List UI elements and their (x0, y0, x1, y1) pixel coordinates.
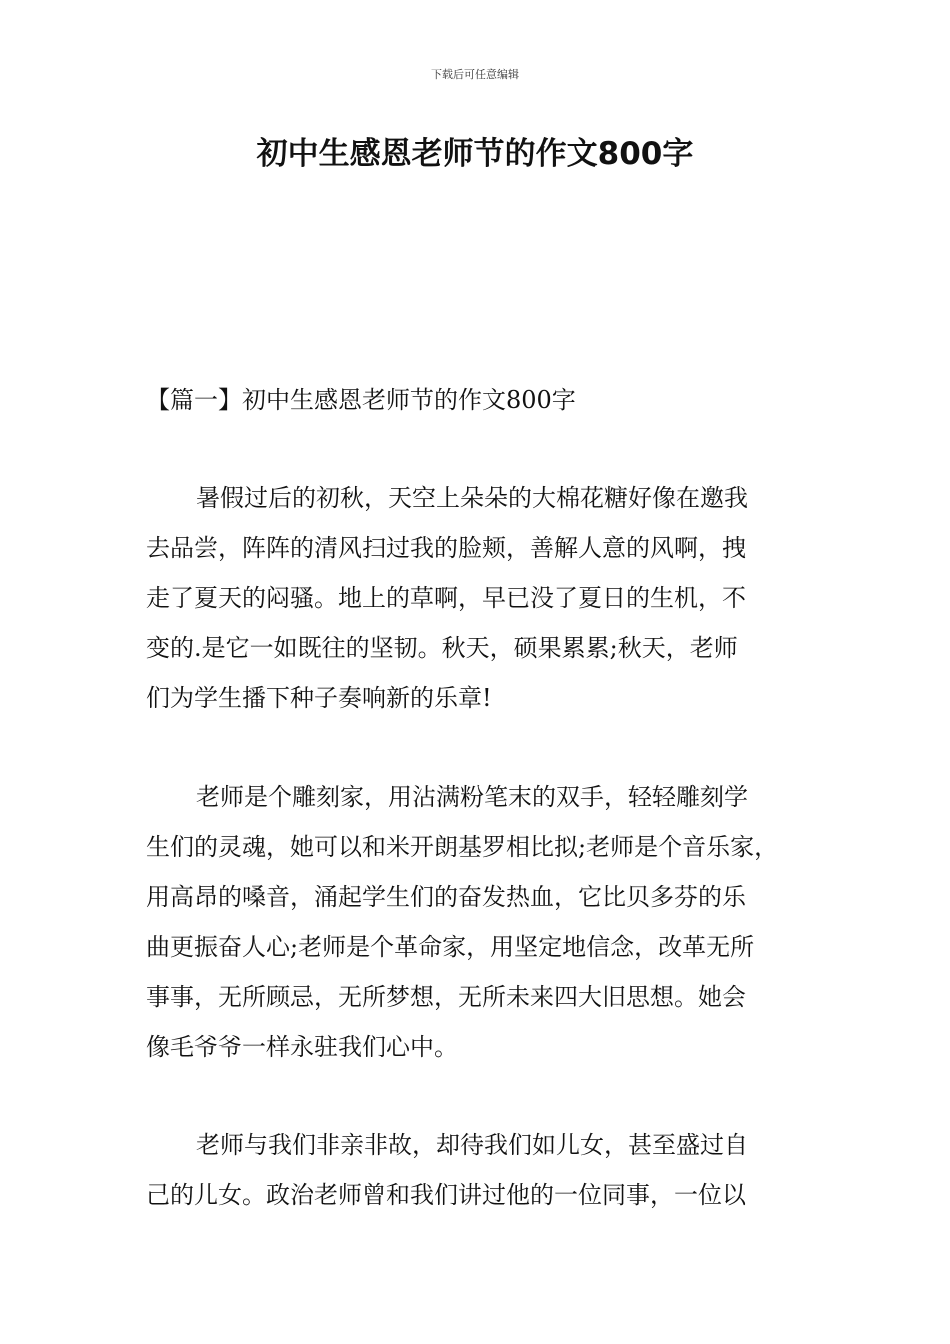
paragraph-line: 老师与我们非亲非故，却待我们如儿女，甚至盛过自 (196, 1131, 748, 1159)
paragraph-line: 己的儿女。政治老师曾和我们讲过他的一位同事，一位以 (146, 1181, 746, 1209)
paragraph-line: 走了夏天的闷骚。地上的草啊，早已没了夏日的生机，不 (146, 584, 746, 612)
section-heading: 【篇一】初中生感恩老师节的作文800字 (146, 386, 576, 414)
paragraph-line: 老师是个雕刻家，用沾满粉笔末的双手，轻轻雕刻学 (196, 783, 748, 811)
paragraph-line: 生们的灵魂，她可以和米开朗基罗相比拟;老师是个音乐家， (146, 833, 779, 861)
paragraph-line: 暑假过后的初秋，天空上朵朵的大棉花糖好像在邀我 (196, 484, 748, 512)
paragraph-line: 曲更振奋人心;老师是个革命家，用坚定地信念，改革无所 (146, 933, 755, 961)
paragraph-2 (146, 772, 778, 1072)
header-note: 下载后可任意编辑 (431, 68, 519, 81)
paragraph-1 (146, 473, 748, 723)
paragraph-line: 们为学生播下种子奏响新的乐章! (146, 684, 492, 712)
page-title: 初中生感恩老师节的作文800字 (256, 136, 694, 172)
paragraph-3 (146, 1120, 748, 1220)
paragraph-line: 用高昂的嗓音，涌起学生们的奋发热血，它比贝多芬的乐 (146, 883, 746, 911)
paragraph-line: 去品尝，阵阵的清风扫过我的脸颊，善解人意的风啊，拽 (146, 534, 746, 562)
paragraph-line: 变的.是它一如既往的坚韧。秋天，硕果累累;秋天，老师 (146, 634, 738, 662)
paragraph-line: 像毛爷爷一样永驻我们心中。 (146, 1033, 458, 1061)
paragraph-line: 事事，无所顾忌，无所梦想，无所未来四大旧思想。她会 (146, 983, 746, 1011)
